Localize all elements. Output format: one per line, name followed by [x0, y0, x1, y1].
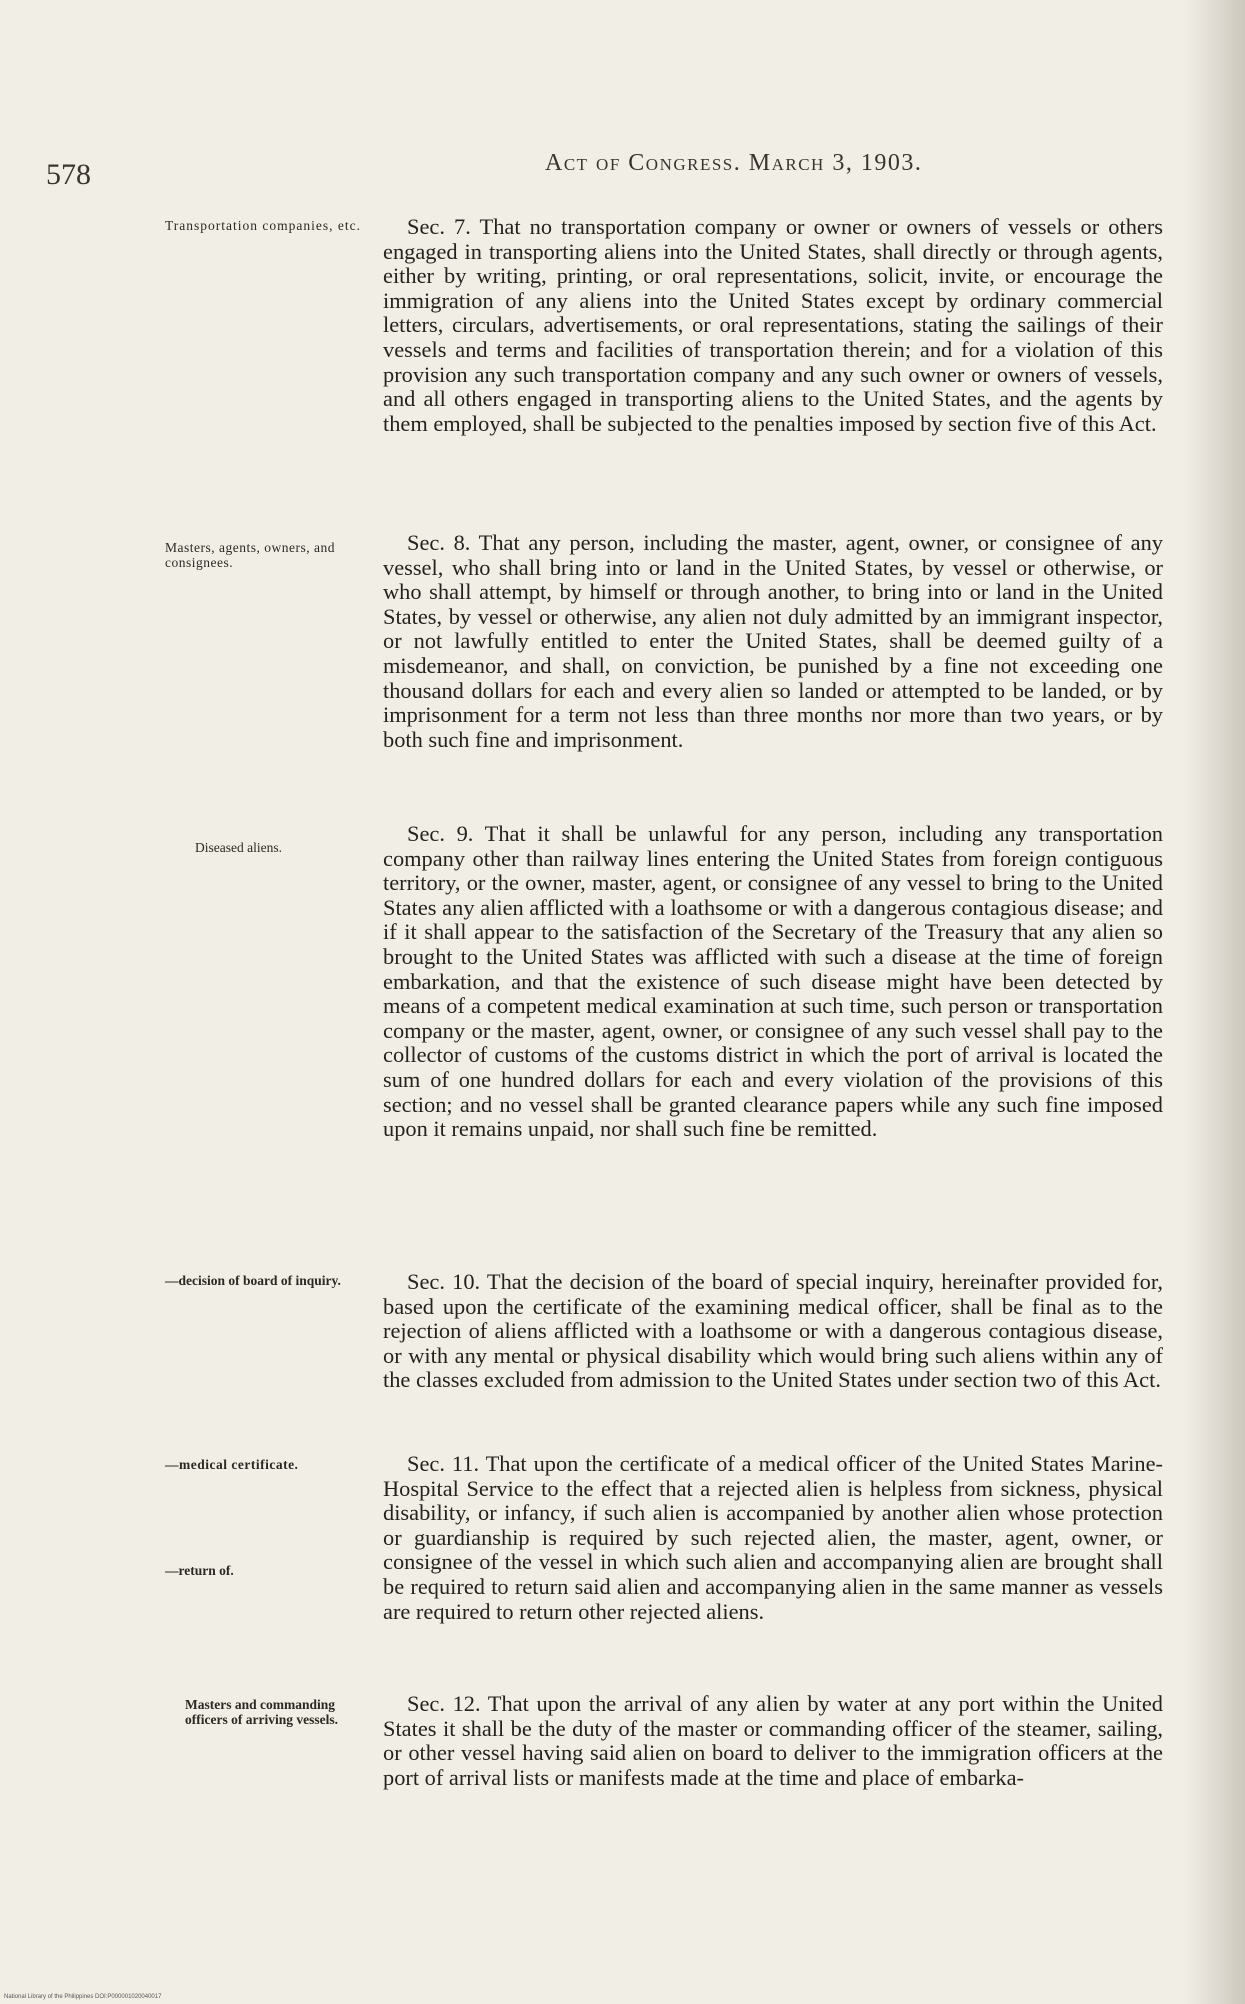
margin-note-return-of: —return of. — [165, 1563, 234, 1578]
section-10: Sec. 10. That the decision of the board of special inquiry, hereinafter provided for, based upon the certificate of the examining medical officer, shall be final as to the rejection of aliens afflicted with a loathsome or with a dangerous contagious disease, or with any mental or physical disability which would bring such aliens within any of the classes excluded from admission to the United States under section two of this Act. — [383, 1269, 1163, 1393]
section-12: Sec. 12. That upon the arrival of any alien by water at any port within the United States it shall be the duty of the master or commanding officer of the steamer, sailing, or other vessel having said alien on board to deliver to the immigration officers at the port of arrival lists or manifests made at the time and place of embarka- — [383, 1691, 1163, 1790]
running-head: Act of Congress. March 3, 1903. — [545, 150, 923, 176]
margin-note-decision-board: —decision of board of inquiry. — [165, 1273, 341, 1288]
margin-note-masters-commanding: Masters and commanding officers of arriving vessels. — [185, 1697, 338, 1727]
margin-note-diseased-aliens: Diseased aliens. — [195, 840, 282, 855]
page-edge-shadow — [1185, 0, 1245, 2004]
margin-note-medical-certificate: —medical certificate. — [165, 1457, 299, 1472]
section-9: Sec. 9. That it shall be unlawful for any person, including any transportation company other than railway lines entering the United States from foreign contiguous territory, or the owner, master, agent, or consignee of any vessel to bring to the United States any alien afflicted with a loathsome or with a dangerous contagious disease; and if it shall appear to the satisfaction of the Secretary of the Treasury that any alien so brought to the United States was afflicted with such a disease at the time of foreign embarkation, and that the existence of such disease might have been detected by means of a competent medical examination at such time, such person or transportation company or the master, agent, owner, or consignee of any such vessel shall pay to the collector of customs of the customs district in which the port of arrival is located the sum of one hundred dollars for each and every violation of the provisions of this section; and no vessel shall be granted clearance papers while any such fine imposed upon it remains unpaid, nor shall such fine be remitted. — [383, 821, 1163, 1142]
page-number: 578 — [46, 158, 91, 191]
section-7: Sec. 7. That no transportation company or owner or owners of vessels or others engaged in transporting aliens into the United States, shall directly or through agents, either by writing, printing, or oral representations, solicit, invite, or encourage the immigration of any aliens into the United States except by ordinary commercial letters, circulars, advertisements, or oral representations, stating the sailings of their vessels and terms and facilities of transportation therein; and for a violation of this provision any such transportation company and any such owner or owners of vessels, and all others engaged in transporting aliens to the United States, and the agents by them employed, shall be subjected to the penalties imposed by section five of this Act. — [383, 214, 1163, 436]
scan-footer: National Library of the Philippines DOI:P000001020040017 — [4, 1994, 162, 2000]
margin-note-transportation: Transportation companies, etc. — [165, 218, 361, 233]
section-11: Sec. 11. That upon the certificate of a medical officer of the United States Marine-Hospital Service to the effect that a rejected alien is helpless from sickness, physical disability, or infancy, if such alien is accompanied by another alien whose protection or guardianship is required by such rejected alien, the master, agent, owner, or consignee of the vessel in which such alien and accompanying alien are brought shall be required to return said alien and accompanying alien in the same manner as vessels are required to return other rejected aliens. — [383, 1451, 1163, 1624]
margin-note-masters-agents: Masters, agents, owners, and consignees. — [165, 540, 335, 570]
section-8: Sec. 8. That any person, including the master, agent, owner, or consignee of any vessel, who shall bring into or land in the United States, by vessel or otherwise, or who shall attempt, by himself or through another, to bring into or land in the United States, by vessel or otherwise, any alien not duly admitted by an immigrant inspector, or not lawfully entitled to enter the United States, shall be deemed guilty of a misdemeanor, and shall, on conviction, be punished by a fine not exceeding one thousand dollars for each and every alien so landed or attempted to be landed, or by imprisonment for a term not less than three months nor more than two years, or by both such fine and imprisonment. — [383, 530, 1163, 752]
